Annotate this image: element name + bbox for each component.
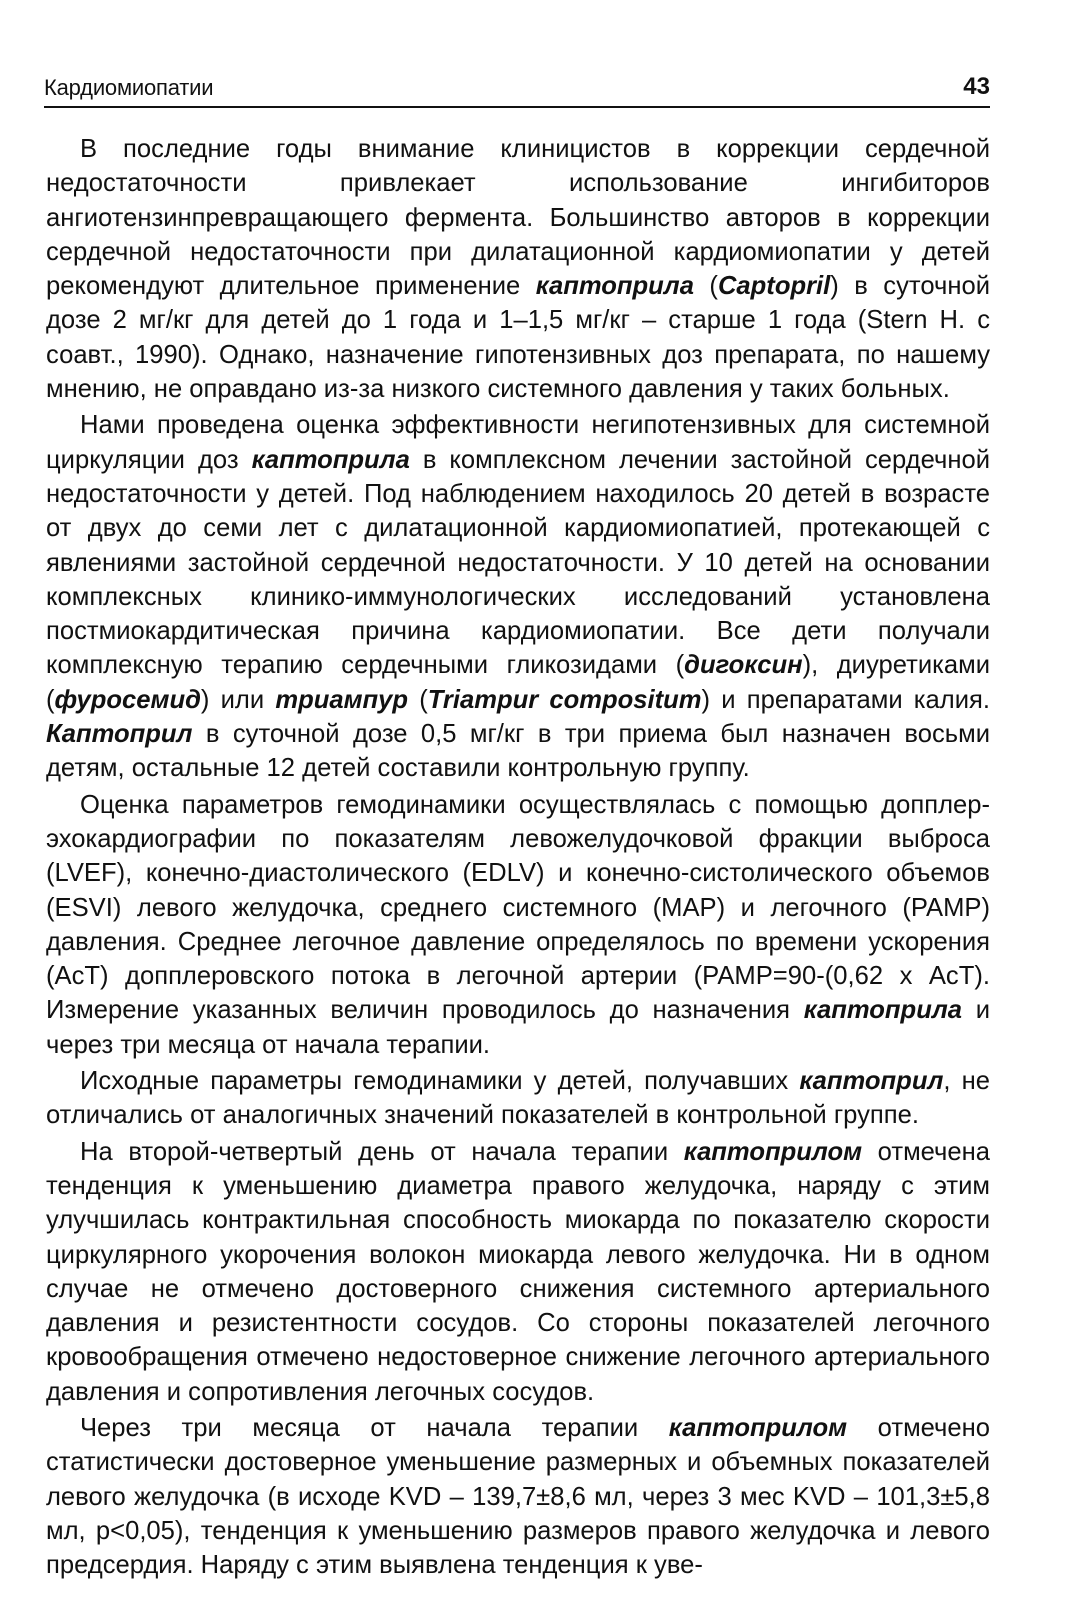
running-title: Кардиомиопатии — [44, 75, 214, 100]
text-run: ) и препаратами калия. — [701, 685, 990, 714]
paragraph-3 — [46, 788, 990, 1062]
text-run: в суточной дозе 0,5 мг/кг в три приема был назначен восьми детям, остальные 12 детей составили контрольную группу. — [46, 720, 990, 783]
drug-name: Triampur compositum — [427, 685, 702, 714]
text-run: в комплексном лечении застойной сердечной недостаточности у детей. Под наблюдением находилось 20 детей в возрасте от двух до семи лет с дилатационной кардиомиопатией, протекающей с явлениями застойной сердечной недостаточности. У 10 детей на основании комплексных клинико-иммунологических исследований установлена постмиокардитическая причина кардиомиопатии. Все дети получали комплексную терапию сердечными гликозидами ( — [46, 445, 990, 680]
drug-name: каптоприлом — [668, 1413, 848, 1442]
drug-name: каптоприла — [803, 996, 962, 1025]
text-run: ( — [408, 685, 428, 714]
text-run: В последние годы внимание клиницистов в коррекции сердечной недостаточности привлекает использование ингибиторов ангиотензинпревращающего фермента. Большинство авторов в коррекции сердечной недостаточности при дилатационной кардиомиопатии у детей рекомендуют длительное применение — [46, 135, 990, 301]
drug-name: Captopril — [717, 272, 831, 301]
text-run: На второй-четвертый день от начала терапии — [80, 1137, 684, 1166]
paragraph-1 — [46, 132, 990, 406]
text-run: отмечено статистически достоверное уменьшение размерных и объемных показателей левого желудочка (в исходе KVD – 139,7±8,6 мл, через 3 мес KVD – 101,3±5,8 мл, p<0,05), тенденция к уменьшению размеров правого желудочка и левого предсердия. Наряду с этим выявлена тенденция к уве- — [46, 1413, 990, 1580]
paragraph-4 — [46, 1064, 990, 1133]
page-number: 43 — [963, 73, 990, 100]
drug-name: каптоприлом — [683, 1137, 863, 1166]
text-run: Через три месяца от начала терапии — [80, 1413, 669, 1442]
text-run: отмечена тенденция к уменьшению диаметра правого желудочка, наряду с этим улучшилась контрактильная способность миокарда по показателю скорости циркулярного укорочения волокон миокарда левого желудочка. Ни в одном случае не отмечено достоверного снижения системного артериального давления и резистентности сосудов. Со стороны показателей легочного кровообращения отмечено недостоверное снижение легочного артериального давления и сопротивления легочных сосудов. — [46, 1137, 990, 1406]
drug-name: фуросемид — [54, 685, 201, 714]
paragraph-2 — [46, 408, 990, 785]
body-text — [46, 132, 990, 1582]
drug-name: каптоприла — [251, 445, 410, 474]
text-run: , не отличались от аналогичных значений показателей в контрольной группе. — [46, 1067, 990, 1130]
drug-name: каптоприл — [799, 1067, 944, 1096]
text-run: и через три месяца от начала терапии. — [46, 996, 990, 1059]
text-run: ) или — [200, 685, 276, 714]
text-run: ), диуретиками ( — [46, 651, 991, 714]
paragraph-6 — [46, 1411, 990, 1582]
text-run: ) в суточной дозе 2 мг/кг для детей до 1 года и 1–1,5 мг/кг – старше 1 года (Stern H. с соавт., 1990). Однако, назначение гипотензивных доз препарата, по нашему мнению, не оправдано из-за низкого системного давления у таких больных. — [46, 272, 990, 404]
drug-name: триампур — [275, 685, 409, 714]
drug-name: Каптоприл — [46, 720, 193, 749]
text-run: Исходные параметры гемодинамики у детей, получавших — [80, 1067, 800, 1096]
text-run: ( — [693, 272, 718, 301]
drug-name: дигоксин — [684, 651, 803, 680]
paragraph-5 — [46, 1135, 990, 1409]
running-header — [44, 72, 990, 108]
text-run: Оценка параметров гемодинамики осуществлялась с помощью допплер-эхокардиографии по показателям левожелудочковой фракции выброса (LVEF), конечно-диастолического (EDLV) и конечно-систолического объемов (ESVI) левого желудочка, среднего системного (MAP) и легочного (PAMP) давления. Среднее легочное давление определялось по времени ускорения (AcT) допплеровского потока в легочной артерии (PAMP=90-(0,62 х AcT). Измерение указанных величин проводилось до назначения — [46, 790, 990, 1025]
text-run: Нами проведена оценка эффективности негипотензивных для системной циркуляции доз — [46, 411, 990, 474]
drug-name: каптоприла — [535, 272, 694, 301]
